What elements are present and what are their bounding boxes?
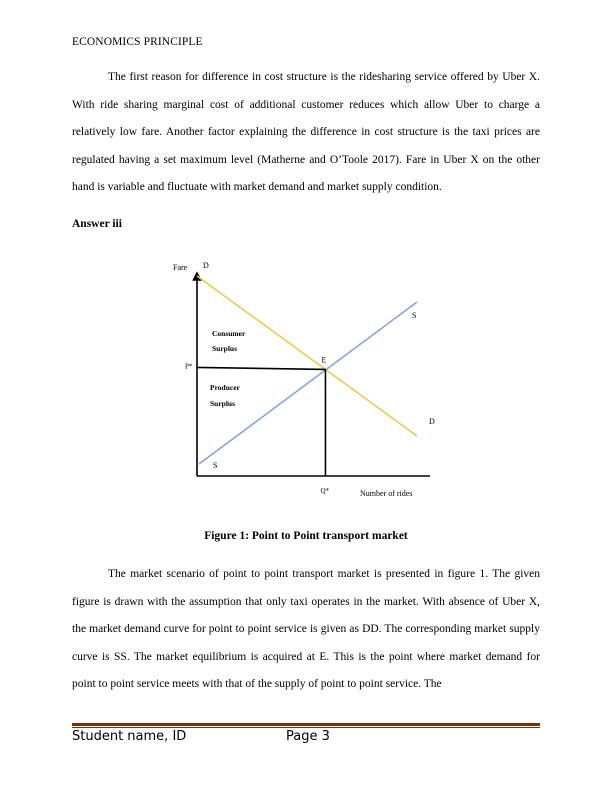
footer-student-info: Student name, ID (72, 729, 187, 744)
equilibrium-price-line (197, 367, 325, 369)
demand-end-label: D (429, 417, 435, 426)
paragraph-1-text: The first reason for difference in cost structure is the ridesharing service offered by Uber X. With ride sharing marginal cost of additional customer reduces which allow Uber to charge a relatively low fare. Another factor explaining the difference in cost structure is the taxi prices are regulated having a set maximum level (Matherne and O’Toole 2017). Fare in Uber X on the other hand is variable and fluctuate with market demand and market supply condition. (72, 71, 540, 194)
x-axis-label: Number of rides (360, 489, 413, 498)
footer-page-number: Page 3 (286, 729, 330, 744)
body-paragraph-1 (72, 64, 540, 202)
consumer-surplus-label-2: Surplus (212, 344, 238, 353)
y-axis-label: Fare (173, 263, 188, 272)
producer-surplus-label-1: Producer (210, 383, 240, 392)
demand-curve (197, 276, 417, 436)
equilibrium-label: E (321, 355, 327, 365)
producer-surplus-label-2: Surplus (210, 399, 236, 408)
paragraph-2-text: The market scenario of point to point transport market is presented in figure 1. The given figure is drawn with the assumption that only taxi operates in the market. With absence of Uber X, the market demand curve for point to point service is given as DD. The corresponding market supply curve is SS. The market equilibrium is acquired at E. This is the point where market demand for point to point service meets with that of the supply of point to point service. The (72, 568, 540, 691)
price-star-label: P* (185, 362, 193, 371)
consumer-surplus-label-1: Consumer (212, 329, 246, 338)
answer-heading: Answer iii (72, 218, 122, 230)
quantity-star-label: Q* (320, 487, 330, 495)
supply-end-label: S (412, 311, 417, 320)
footer-rule-thick (72, 723, 540, 726)
figure-caption: Figure 1: Point to Point transport market (204, 530, 408, 542)
supply-demand-figure (160, 258, 450, 503)
body-paragraph-2 (72, 561, 540, 699)
running-header: ECONOMICS PRINCIPLE (72, 36, 203, 48)
footer-rule-thin (72, 727, 540, 728)
demand-start-label: D (203, 261, 209, 270)
supply-start-label: S (213, 461, 218, 470)
